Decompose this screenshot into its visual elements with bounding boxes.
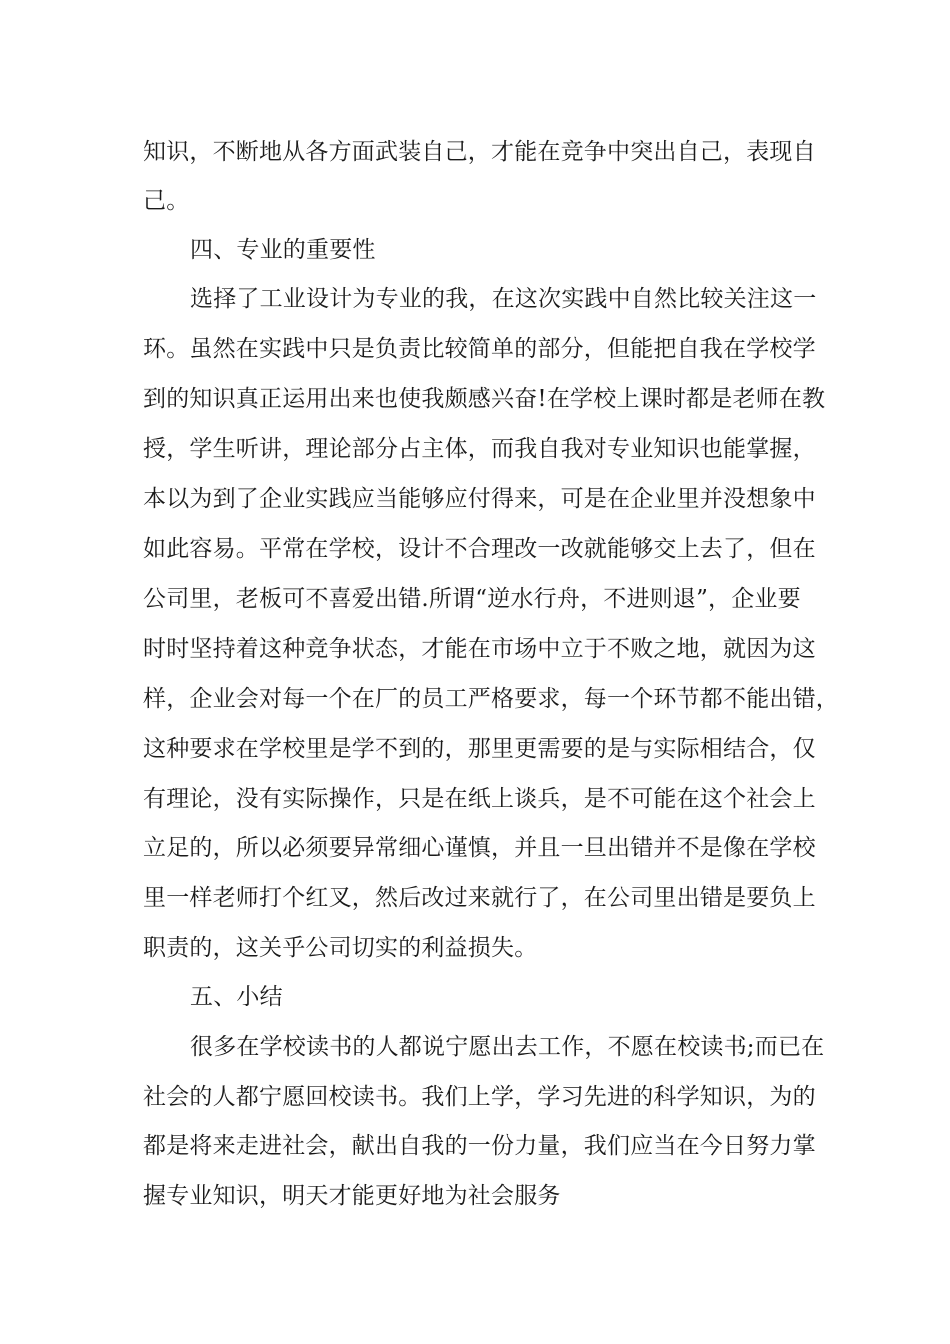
text-line: 握专业知识，明天才能更好地为社会服务 <box>143 1183 561 1209</box>
text-line: 到的知识真正运用出来也使我颇感兴奋!在学校上课时都是老师在教 <box>143 386 826 412</box>
text-line: 己。 <box>143 188 190 214</box>
text-line: 都是将来走进社会，献出自我的一份力量，我们应当在今日努力掌 <box>143 1133 816 1159</box>
text-line: 如此容易。平常在学校，设计不合理改一改就能够交上去了，但在 <box>143 536 816 562</box>
text-line: 授，学生听讲，理论部分占主体，而我自我对专业知识也能掌握， <box>143 436 816 462</box>
text-line: 样，企业会对每一个在厂的员工严格要求，每一个环节都不能出错， <box>143 686 839 712</box>
text-line: 公司里，老板可不喜爱出错.所谓“逆水行舟，不进则退”，企业要 <box>143 586 801 612</box>
text-line: 本以为到了企业实践应当能够应付得来，可是在企业里并没想象中 <box>143 486 816 512</box>
text-line: 这种要求在学校里是学不到的，那里更需要的是与实际相结合，仅 <box>143 736 816 762</box>
text-line: 有理论，没有实际操作，只是在纸上谈兵，是不可能在这个社会上 <box>143 786 816 812</box>
paragraph-first-line: 很多在学校读书的人都说宁愿出去工作，不愿在校读书;而已在 <box>190 1034 825 1060</box>
text-line: 知识，不断地从各方面武装自己，才能在竞争中突出自己，表现自 <box>143 139 816 165</box>
text-line: 立足的，所以必须要异常细心谨慎，并且一旦出错并不是像在学校 <box>143 835 816 861</box>
section-heading: 五、小结 <box>190 984 283 1010</box>
text-line: 里一样老师打个红叉，然后改过来就行了，在公司里出错是要负上 <box>143 885 816 911</box>
section-heading: 四、专业的重要性 <box>190 237 376 263</box>
paragraph-first-line: 选择了工业设计为专业的我，在这次实践中自然比较关注这一 <box>190 286 817 312</box>
text-line: 社会的人都宁愿回校读书。我们上学，学习先进的科学知识，为的 <box>143 1084 816 1110</box>
text-line: 职责的，这关乎公司切实的利益损失。 <box>143 935 538 961</box>
text-line: 时时坚持着这种竞争状态，才能在市场中立于不败之地，就因为这 <box>143 636 816 662</box>
text-line: 环。虽然在实践中只是负责比较简单的部分，但能把自我在学校学 <box>143 336 816 362</box>
